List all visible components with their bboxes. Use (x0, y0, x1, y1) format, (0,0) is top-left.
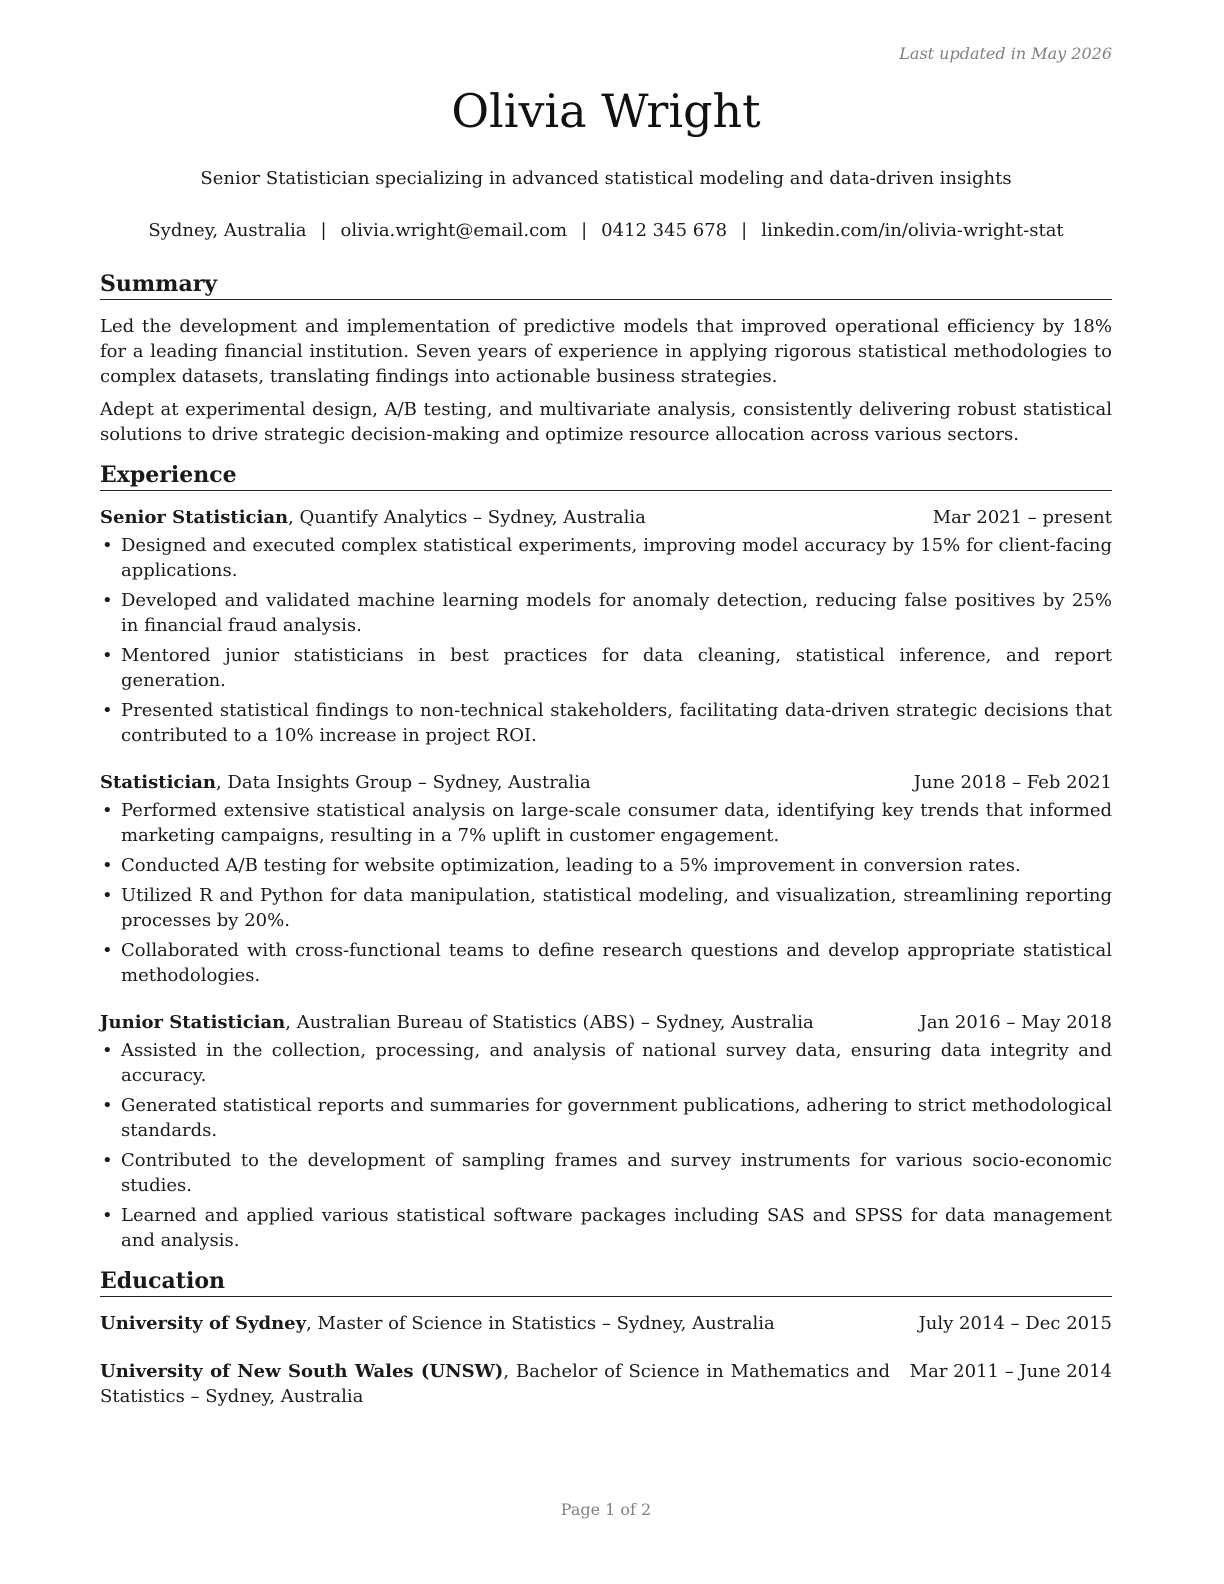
education-degree: , Bachelor of Science in Mathematics and Statistics – Sydney, Australia (100, 1361, 890, 1407)
job-employer: , Australian Bureau of Statistics (ABS) – Sydney, Australia (285, 1012, 814, 1033)
job-bullets (100, 1038, 1112, 1253)
job-bullet: • Designed and executed complex statistical experiments, improving model accuracy by 15% for client-facing applications. (100, 533, 1112, 583)
job-employer: , Quantify Analytics – Sydney, Australia (288, 507, 646, 528)
job-header (100, 770, 1112, 795)
contact-separator: | (320, 220, 327, 241)
job-bullet: • Collaborated with cross-functional teams to define research questions and develop appropriate statistical methodologies. (100, 938, 1112, 988)
job-title: Statistician (100, 772, 216, 793)
job-bullet: • Developed and validated machine learning models for anomaly detection, reducing false positives by 25% in financial fraud analysis. (100, 588, 1112, 638)
job-header (100, 505, 1112, 530)
contact-email-link[interactable]: olivia.wright@email.com (340, 220, 568, 241)
education-dates: Mar 2011 – June 2014 (909, 1361, 1112, 1382)
page-number: Page 1 of 2 (560, 1500, 652, 1519)
job-title-line (100, 770, 591, 795)
job-bullet: • Utilized R and Python for data manipulation, statistical modeling, and visualization, streamlining reporting processes by 20%. (100, 883, 1112, 933)
education-school: University of Sydney (100, 1313, 307, 1334)
job-entry (100, 1010, 1112, 1253)
job-bullet: • Assisted in the collection, processing, and analysis of national survey data, ensuring data integrity and accuracy. (100, 1038, 1112, 1088)
job-employer: , Data Insights Group – Sydney, Australia (215, 772, 591, 793)
job-bullets (100, 533, 1112, 748)
job-bullet: • Mentored junior statisticians in best practices for data cleaning, statistical inference, and report generation. (100, 643, 1112, 693)
resume-page (100, 0, 1112, 1584)
contact-line (100, 220, 1112, 241)
job-bullet: • Generated statistical reports and summaries for government publications, adhering to strict methodological standards. (100, 1093, 1112, 1143)
tagline: Senior Statistician specializing in advanced statistical modeling and data-driven insights (200, 168, 1012, 189)
job-bullet: • Performed extensive statistical analysis on large-scale consumer data, identifying key trends that informed marketing campaigns, resulting in a 7% uplift in customer engagement. (100, 798, 1112, 848)
experience-section (100, 461, 1112, 1253)
last-updated: Last updated in May 2026 (899, 44, 1112, 63)
job-title: Senior Statistician (100, 507, 289, 528)
education-entry (100, 1311, 1112, 1336)
job-entry (100, 505, 1112, 748)
contact-location: Sydney, Australia (148, 220, 307, 241)
job-dates: Mar 2021 – present (932, 507, 1112, 528)
job-bullet: • Presented statistical findings to non-technical stakeholders, facilitating data-driven strategic decisions that contributed to a 10% increase in project ROI. (100, 698, 1112, 748)
education-dates: July 2014 – Dec 2015 (918, 1313, 1112, 1334)
job-title: Junior Statistician (100, 1012, 286, 1033)
section-heading-experience: Experience (100, 461, 1112, 491)
section-heading-education: Education (100, 1267, 1112, 1297)
job-bullet: • Learned and applied various statistical software packages including SAS and SPSS for data management and analysis. (100, 1203, 1112, 1253)
job-title-line (100, 505, 646, 530)
education-section (100, 1267, 1112, 1409)
summary-paragraph: Led the development and implementation of predictive models that improved operational efficiency by 18% for a leading financial institution. Seven years of experience in applying rigorous statistical methodologies to complex datasets, translating findings into actionable business strategies. (100, 316, 1112, 387)
job-dates: Jan 2016 – May 2018 (919, 1012, 1112, 1033)
job-bullet: • Conducted A/B testing for website optimization, leading to a 5% improvement in conversion rates. (100, 853, 1112, 878)
education-degree: , Master of Science in Statistics – Sydney, Australia (306, 1313, 775, 1334)
job-entry (100, 770, 1112, 988)
resume-content (100, 270, 1112, 1409)
summary-paragraph: Adept at experimental design, A/B testing, and multivariate analysis, consistently delivering robust statistical solutions to drive strategic decision-making and optimize resource allocation across various sectors. (100, 399, 1112, 445)
contact-separator: | (741, 220, 748, 241)
job-title-line (100, 1010, 814, 1035)
job-bullets (100, 798, 1112, 988)
contact-phone: 0412 345 678 (601, 220, 728, 241)
job-dates: June 2018 – Feb 2021 (913, 772, 1112, 793)
job-bullet: • Contributed to the development of sampling frames and survey instruments for various socio-economic studies. (100, 1148, 1112, 1198)
education-details (100, 1311, 890, 1336)
section-heading-summary: Summary (100, 270, 1112, 300)
education-entry (100, 1359, 1112, 1409)
summary-section (100, 270, 1112, 447)
person-name: Olivia Wright (451, 84, 761, 138)
job-header (100, 1010, 1112, 1035)
contact-linkedin-link[interactable]: linkedin.com/in/olivia-wright-stat (761, 220, 1064, 241)
education-school: University of New South Wales (UNSW) (100, 1361, 504, 1382)
education-details (100, 1359, 890, 1409)
contact-separator: | (581, 220, 588, 241)
